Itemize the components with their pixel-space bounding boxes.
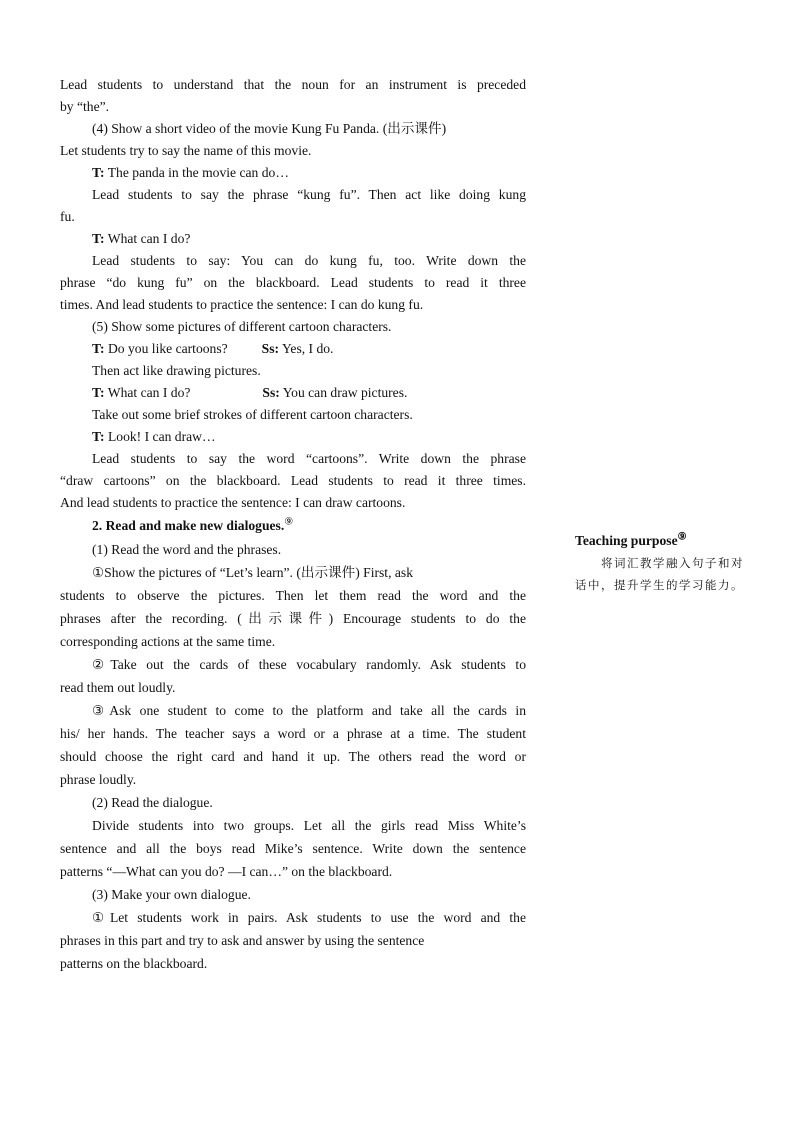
speaker-label: T: [92, 429, 105, 444]
text-line: ①Show the pictures of “Let’s learn”. (出示课件) First, ask [92, 565, 413, 580]
text-line: patterns “—What can you do? —I can…” on the blackboard. [60, 864, 393, 879]
text-line: phrase “do kung fu” on the blackboard. Lead students to read it three [60, 275, 526, 290]
speaker-label: Ss: [262, 385, 280, 400]
text-line: phrases after the recording. (出示课件) Encourage students to do the [60, 611, 526, 626]
speaker-label: T: [92, 341, 105, 356]
section-heading-text: 2. Read and make new dialogues. [92, 518, 285, 533]
text-line: ②Take out the cards of these vocabulary randomly. Ask students to [92, 657, 526, 672]
text-line: sentence and all the boys read Mike’s sentence. Write down the sentence [60, 841, 526, 856]
text-line: Lead students to say the word “cartoons”. Write down the phrase [92, 451, 526, 466]
dialogue-line [60, 426, 526, 448]
text-line: Lead students to say the phrase “kung fu”. Then act like doing kung [92, 187, 526, 202]
dialogue-text: You can draw pictures. [279, 385, 408, 400]
text-line: his/ her hands. The teacher says a word or a phrase at a time. The student [60, 726, 526, 741]
speaker-label: T: [92, 231, 105, 246]
dialogue-text: The panda in the movie can do… [104, 165, 289, 180]
text-line: And lead students to practice the sentence: I can draw cartoons. [60, 495, 406, 510]
text-line: times. And lead students to practice the sentence: I can do kung fu. [60, 297, 424, 312]
text-line: Lead students to understand that the noun for an instrument is preceded [60, 77, 526, 92]
speaker-label: T: [92, 165, 105, 180]
dialogue-line [60, 382, 526, 404]
text-line: Let students try to say the name of this movie. [60, 143, 312, 158]
section-heading [60, 514, 526, 538]
text-line: fu. [60, 209, 75, 224]
text-line: students to observe the pictures. Then let them read the word and the [60, 588, 526, 603]
text-line: should choose the right card and hand it up. The others read the word or [60, 749, 526, 764]
dialogue-text: Yes, I do. [279, 341, 334, 356]
text-line: (5) Show some pictures of different cartoon characters. [92, 319, 392, 334]
dialogue-line [60, 228, 526, 250]
note-title [575, 530, 745, 552]
dialogue-line [60, 162, 526, 184]
dialogue-text: Look! I can draw… [104, 429, 216, 444]
text-line: (2) Read the dialogue. [92, 795, 213, 810]
text-line: “draw cartoons” on the blackboard. Lead students to read it three times. [60, 473, 526, 488]
text-line: phrases in this part and try to ask and answer by using the sentence [60, 933, 425, 948]
text-line: ③Ask one student to come to the platform and take all the cards in [92, 703, 526, 718]
dialogue-text: What can I do? [104, 231, 191, 246]
speaker-label: T: [92, 385, 105, 400]
dialogue-line [60, 338, 526, 360]
text-line: Then act like drawing pictures. [92, 363, 261, 378]
text-line: ①Let students work in pairs. Ask students to use the word and the [92, 910, 526, 925]
text-line: corresponding actions at the same time. [60, 634, 276, 649]
text-line: (3) Make your own dialogue. [92, 887, 251, 902]
footnote-mark: ⑨ [677, 531, 687, 543]
text-line: Lead students to say: You can do kung fu, too. Write down the [92, 253, 526, 268]
speaker-label: Ss: [261, 341, 280, 356]
dialogue-text: What can I do? [104, 385, 191, 400]
text-line: (1) Read the word and the phrases. [92, 542, 282, 557]
text-line: read them out loudly. [60, 680, 176, 695]
note-title-text: Teaching purpose [575, 533, 678, 548]
text-line: Divide students into two groups. Let all the girls read Miss White’s [92, 818, 526, 833]
lesson-body [60, 74, 526, 975]
footnote-mark: ⑨ [284, 516, 294, 528]
text-line: Take out some brief strokes of different cartoon characters. [92, 407, 413, 422]
dialogue-text: Do you like cartoons? [104, 341, 228, 356]
teaching-purpose-note [575, 530, 745, 596]
text-line: (4) Show a short video of the movie Kung Fu Panda. (出示课件) [92, 121, 447, 136]
text-line: by “the”. [60, 99, 110, 114]
text-line: patterns on the blackboard. [60, 956, 208, 971]
note-text: 将词汇教学融入句子和对话中，提升学生的学习能力。 [575, 556, 744, 592]
text-line: phrase loudly. [60, 772, 137, 787]
